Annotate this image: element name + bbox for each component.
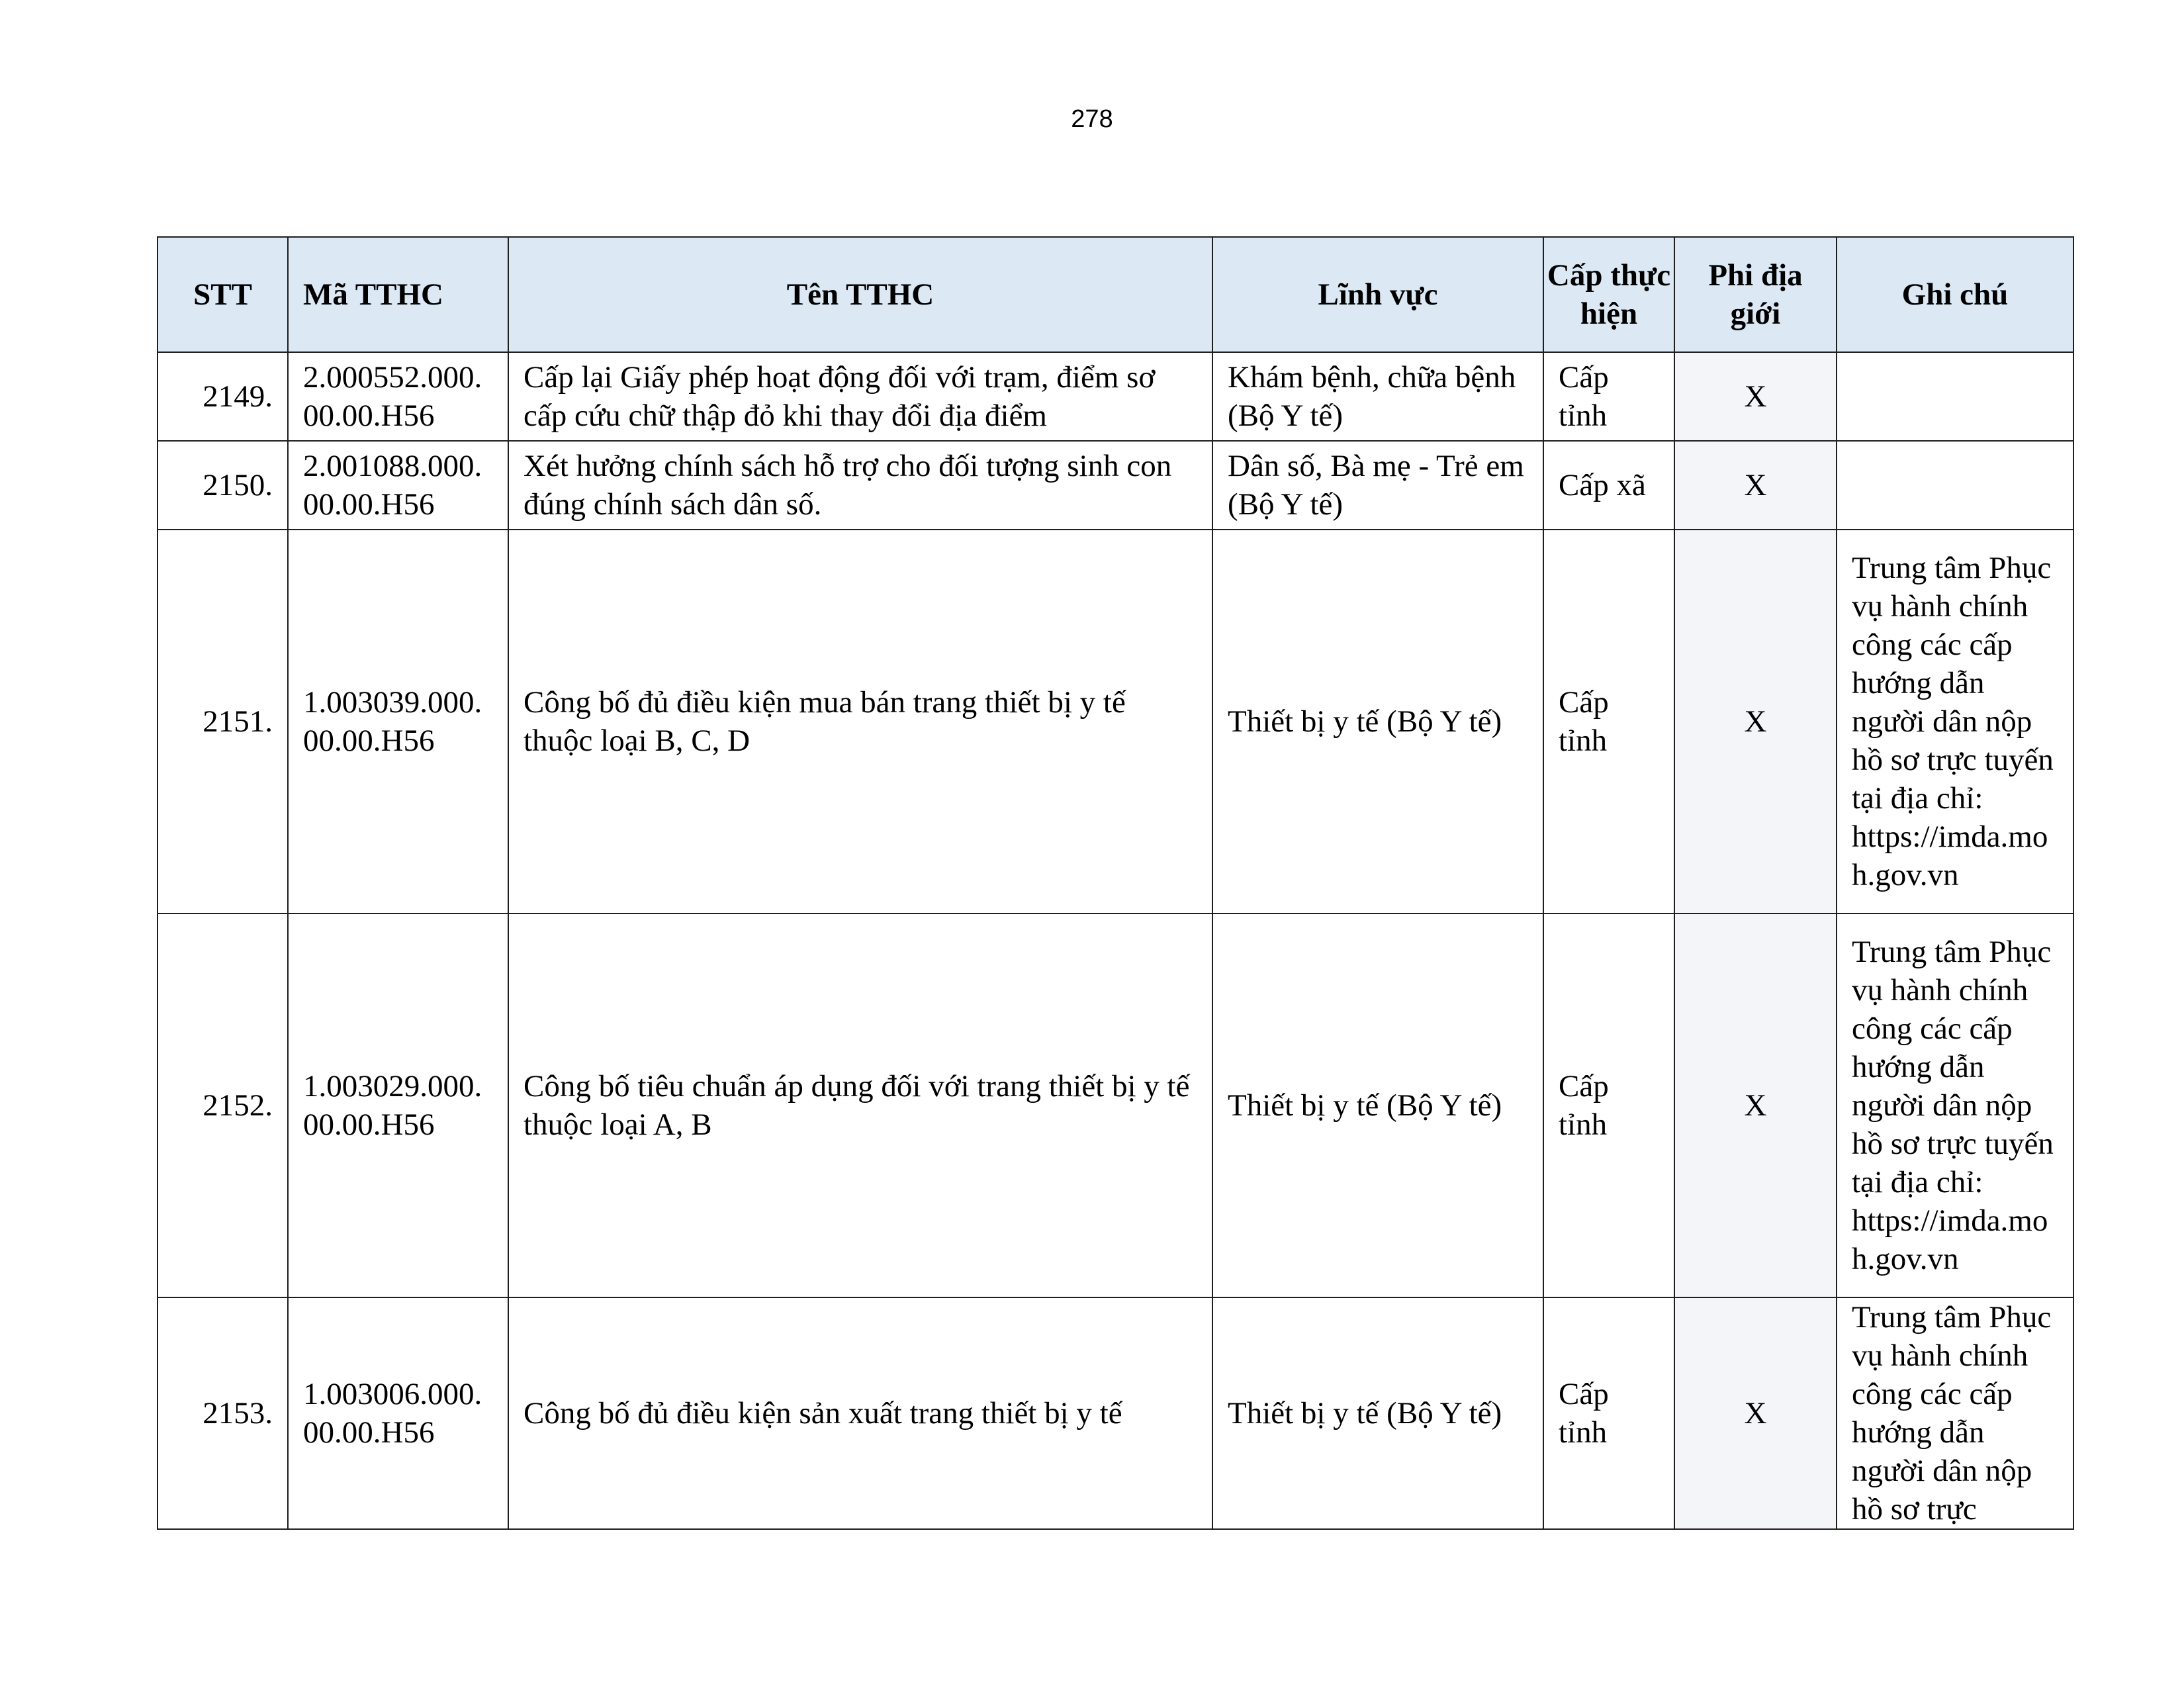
table-row <box>158 914 2073 1297</box>
cell-phi-dia-gioi: X <box>1674 352 1837 441</box>
header-stt: STT <box>158 237 288 352</box>
cell-linh-vuc: Thiết bị y tế (Bộ Y tế) <box>1212 1297 1543 1529</box>
cell-linh-vuc: Khám bệnh, chữa bệnh (Bộ Y tế) <box>1212 352 1543 441</box>
page-number: 278 <box>1071 105 1113 133</box>
cell-phi-dia-gioi: X <box>1674 530 1837 914</box>
cell-linh-vuc: Thiết bị y tế (Bộ Y tế) <box>1212 914 1543 1297</box>
table-row <box>158 352 2073 441</box>
cell-phi-dia-gioi: X <box>1674 914 1837 1297</box>
cell-phi-dia-gioi: X <box>1674 1297 1837 1529</box>
table-row <box>158 530 2073 914</box>
header-ten-tthc: Tên TTHC <box>508 237 1212 352</box>
procedure-table <box>157 236 2074 1530</box>
cell-ten-tthc: Công bố đủ điều kiện sản xuất trang thiết bị y tế <box>508 1297 1212 1529</box>
cell-cap-thuc-hien: Cấp xã <box>1543 441 1674 530</box>
cell-ten-tthc: Cấp lại Giấy phép hoạt động đối với trạm, điểm sơ cấp cứu chữ thập đỏ khi thay đổi địa điểm <box>508 352 1212 441</box>
cell-cap-thuc-hien: Cấp tỉnh <box>1543 352 1674 441</box>
cell-cap-thuc-hien: Cấp tỉnh <box>1543 530 1674 914</box>
cell-stt: 2152. <box>158 914 288 1297</box>
cell-cap-thuc-hien: Cấp tỉnh <box>1543 914 1674 1297</box>
cell-linh-vuc: Thiết bị y tế (Bộ Y tế) <box>1212 530 1543 914</box>
cell-ma-tthc: 1.003029.000.00.00.H56 <box>288 914 508 1297</box>
cell-ghi-chu: Trung tâm Phục vụ hành chính công các cấp hướng dẫn người dân nộp hồ sơ trực tuyến tại địa chỉ: https://imda.moh.gov.vn <box>1837 914 2073 1297</box>
cell-ma-tthc: 1.003039.000.00.00.H56 <box>288 530 508 914</box>
cell-ma-tthc: 1.003006.000.00.00.H56 <box>288 1297 508 1529</box>
table-row <box>158 1297 2073 1529</box>
cell-ghi-chu <box>1837 352 2073 441</box>
header-ma-tthc: Mã TTHC <box>288 237 508 352</box>
cell-stt: 2151. <box>158 530 288 914</box>
cell-stt: 2149. <box>158 352 288 441</box>
cell-ghi-chu: Trung tâm Phục vụ hành chính công các cấp hướng dẫn người dân nộp hồ sơ trực <box>1837 1297 2073 1529</box>
cell-ten-tthc: Công bố tiêu chuẩn áp dụng đối với trang thiết bị y tế thuộc loại A, B <box>508 914 1212 1297</box>
cell-stt: 2150. <box>158 441 288 530</box>
cell-ma-tthc: 2.000552.000.00.00.H56 <box>288 352 508 441</box>
cell-ma-tthc: 2.001088.000.00.00.H56 <box>288 441 508 530</box>
cell-stt: 2153. <box>158 1297 288 1529</box>
header-phi-dia-gioi: Phi địa giới <box>1674 237 1837 352</box>
table-row <box>158 441 2073 530</box>
header-linh-vuc: Lĩnh vực <box>1212 237 1543 352</box>
header-row <box>158 237 2073 352</box>
header-ghi-chu: Ghi chú <box>1837 237 2073 352</box>
cell-ghi-chu <box>1837 441 2073 530</box>
header-cap-thuc-hien: Cấp thực hiện <box>1543 237 1674 352</box>
cell-ten-tthc: Xét hưởng chính sách hỗ trợ cho đối tượng sinh con đúng chính sách dân số. <box>508 441 1212 530</box>
cell-phi-dia-gioi: X <box>1674 441 1837 530</box>
cell-linh-vuc: Dân số, Bà mẹ - Trẻ em (Bộ Y tế) <box>1212 441 1543 530</box>
cell-ghi-chu: Trung tâm Phục vụ hành chính công các cấp hướng dẫn người dân nộp hồ sơ trực tuyến tại địa chỉ: https://imda.moh.gov.vn <box>1837 530 2073 914</box>
cell-cap-thuc-hien: Cấp tỉnh <box>1543 1297 1674 1529</box>
cell-ten-tthc: Công bố đủ điều kiện mua bán trang thiết bị y tế thuộc loại B, C, D <box>508 530 1212 914</box>
